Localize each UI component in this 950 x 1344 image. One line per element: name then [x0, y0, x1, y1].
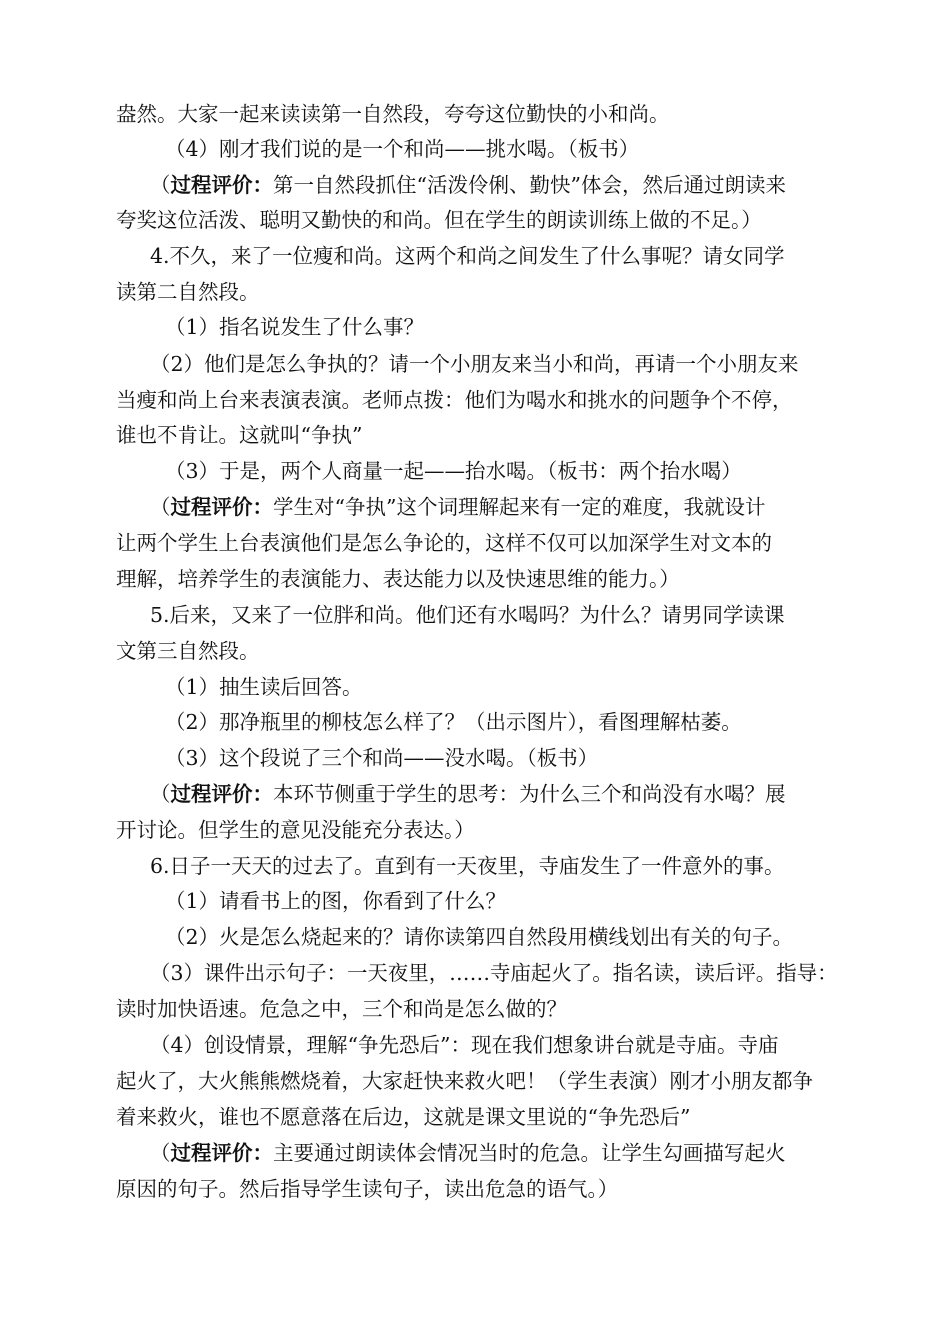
text-line: （3）课件出示句子：一天夜里，……寺庙起火了。指名读，读后评。指导： — [150, 961, 838, 985]
text-line: （2）那净瓶里的柳枝怎么样了？（出示图片），看图理解枯萎。 — [165, 710, 742, 734]
text-line: 原因的句子。然后指导学生读句子，读出危急的语气。） — [116, 1177, 619, 1201]
text-line: 开讨论。但学生的意见没能充分表达。） — [116, 818, 475, 842]
text-line: （1）抽生读后回答。 — [165, 675, 363, 699]
text-line: （3）于是，两个人商量一起——抬水喝。（板书：两个抬水喝） — [165, 459, 742, 483]
paren: （ — [150, 782, 171, 806]
evaluation-label: 过程评价： — [170, 173, 273, 197]
text-line: （4）刚才我们说的是一个和尚——挑水喝。（板书） — [165, 137, 640, 161]
evaluation-line — [150, 495, 765, 521]
evaluation-line — [150, 782, 786, 808]
text-line: 读时加快语速。危急之中，三个和尚是怎么做的？ — [116, 997, 567, 1021]
text-line: 让两个学生上台表演他们是怎么争论的，这样不仅可以加深学生对文本的 — [116, 531, 772, 555]
paren: （ — [150, 495, 171, 519]
evaluation-label: 过程评价： — [170, 782, 273, 806]
text-line: 起火了，大火熊熊燃烧着，大家赶快来救火吧！（学生表演）刚才小朋友都争 — [116, 1069, 813, 1093]
text-line: （3）这个段说了三个和尚——没水喝。（板书） — [165, 746, 599, 770]
text-line: （2）他们是怎么争执的？请一个小朋友来当小和尚，再请一个小朋友来 — [150, 352, 799, 376]
text-line: 5.后来，又来了一位胖和尚。他们还有水喝吗？为什么？请男同学读课 — [150, 603, 785, 627]
evaluation-text: 本环节侧重于学生的思考：为什么三个和尚没有水喝？展 — [273, 782, 786, 806]
paren: （ — [150, 173, 171, 197]
evaluation-line — [150, 1141, 786, 1167]
text-line: 理解，培养学生的表演能力、表达能力以及快速思维的能力。） — [116, 567, 680, 591]
evaluation-text: 第一自然段抓住“活泼伶俐、勤快”体会，然后通过朗读来 — [273, 173, 786, 197]
evaluation-text: 学生对“争执”这个词理解起来有一定的难度，我就设计 — [273, 495, 766, 519]
evaluation-line — [150, 173, 786, 199]
text-line: （4）创设情景，理解“争先恐后”：现在我们想象讲台就是寺庙。寺庙 — [150, 1033, 779, 1057]
text-line: 6.日子一天天的过去了。直到有一天夜里，寺庙发生了一件意外的事。 — [150, 854, 785, 878]
text-line: （1）请看书上的图，你看到了什么？ — [165, 889, 507, 913]
text-line: 夸奖这位活泼、聪明又勤快的和尚。但在学生的朗读训练上做的不足。） — [116, 208, 762, 232]
text-line: （2）火是怎么烧起来的？请你读第四自然段用横线划出有关的句子。 — [165, 925, 794, 949]
paren: （ — [150, 1141, 171, 1165]
evaluation-text: 主要通过朗读体会情况当时的危急。让学生勾画描写起火 — [273, 1141, 786, 1165]
evaluation-label: 过程评价： — [170, 1141, 273, 1165]
text-line: 文第三自然段。 — [116, 639, 260, 663]
text-line: 谁也不肯让。这就叫“争执” — [116, 423, 363, 447]
text-line: 4.不久，来了一位瘦和尚。这两个和尚之间发生了什么事呢？请女同学 — [150, 244, 785, 268]
text-line: 读第二自然段。 — [116, 280, 260, 304]
text-line: （1）指名说发生了什么事？ — [165, 315, 425, 339]
text-line: 当瘦和尚上台来表演表演。老师点拨：他们为喝水和挑水的问题争个不停， — [116, 388, 793, 412]
text-line: 盎然。大家一起来读读第一自然段，夸夸这位勤快的小和尚。 — [116, 102, 670, 126]
text-line: 着来救火，谁也不愿意落在后边，这就是课文里说的“争先恐后” — [116, 1105, 691, 1129]
evaluation-label: 过程评价： — [170, 495, 273, 519]
